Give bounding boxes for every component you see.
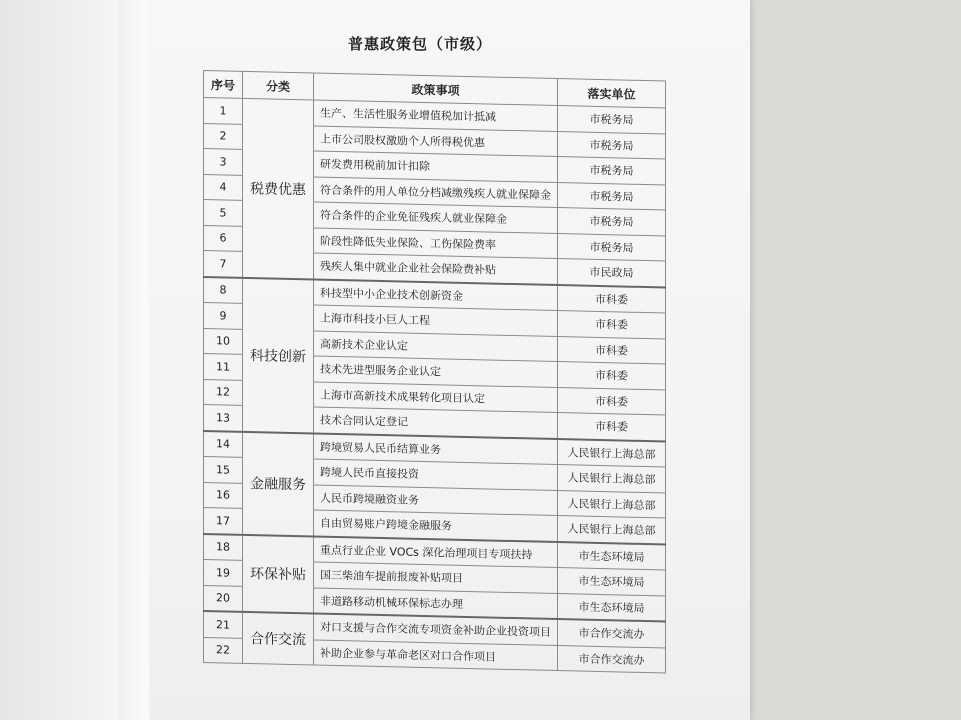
implementing-unit: 市税务局 (558, 157, 666, 185)
header-unit: 落实单位 (558, 79, 666, 108)
policy-item: 跨境贸易人民币结算业务 (314, 433, 558, 465)
policy-item: 非道路移动机械环保标志办理 (314, 588, 558, 620)
row-number: 17 (204, 508, 243, 535)
implementing-unit: 人民银行上海总部 (558, 439, 666, 467)
policy-table-body (204, 98, 666, 673)
row-number: 13 (204, 405, 243, 432)
row-number: 19 (204, 560, 243, 586)
policy-item: 阶段性降低失业保险、工伤保险费率 (314, 228, 558, 259)
row-number: 18 (204, 534, 243, 561)
policy-item: 上海市科技小巨人工程 (314, 305, 558, 336)
row-number: 2 (204, 123, 243, 149)
implementing-unit: 市科委 (558, 362, 666, 390)
policy-item: 符合条件的用人单位分档减缴残疾人就业保障金 (314, 177, 558, 208)
row-number: 15 (204, 457, 243, 483)
row-number: 22 (204, 637, 243, 663)
policy-item: 科技型中小企业技术创新资金 (314, 279, 558, 311)
implementing-unit: 人民银行上海总部 (558, 516, 666, 544)
policy-item: 研发费用税前加计扣除 (314, 151, 558, 182)
implementing-unit: 市科委 (558, 311, 666, 339)
row-number: 5 (204, 200, 243, 226)
category-cell: 合作交流 (243, 612, 314, 665)
category-cell: 金融服务 (243, 431, 314, 536)
row-number: 9 (204, 303, 243, 329)
implementing-unit: 市税务局 (558, 182, 666, 210)
policy-item: 跨境人民币直接投资 (314, 459, 558, 490)
row-number: 10 (204, 328, 243, 354)
policy-table (203, 70, 666, 674)
row-number: 1 (204, 98, 243, 124)
header-item: 政策事项 (314, 73, 558, 106)
implementing-unit: 人民银行上海总部 (558, 465, 666, 493)
row-number: 21 (204, 611, 243, 638)
policy-item: 符合条件的企业免征残疾人就业保障金 (314, 202, 558, 233)
row-number: 14 (204, 431, 243, 458)
policy-item: 技术先进型服务企业认定 (314, 356, 558, 387)
policy-item: 人民币跨境融资业务 (314, 485, 558, 516)
implementing-unit: 市合作交流办 (558, 645, 666, 673)
row-number: 12 (204, 379, 243, 405)
implementing-unit: 市科委 (558, 285, 666, 313)
policy-item: 对口支援与合作交流专项资金补助企业投资项目 (314, 614, 558, 646)
category-cell: 税费优惠 (243, 98, 314, 279)
policy-item: 高新技术企业认定 (314, 331, 558, 362)
row-number: 20 (204, 585, 243, 612)
implementing-unit: 市科委 (558, 387, 666, 415)
row-number: 8 (204, 277, 243, 304)
page-title: 普惠政策包（市级） (347, 35, 492, 53)
header-category: 分类 (243, 71, 314, 100)
policy-item: 国三柴油车提前报废补贴项目 (314, 562, 558, 593)
implementing-unit: 市生态环境局 (558, 593, 666, 621)
implementing-unit: 市税务局 (558, 208, 666, 236)
row-number: 4 (204, 174, 243, 200)
policy-item: 上市公司股权激励个人所得税优惠 (314, 126, 558, 157)
implementing-unit: 人民银行上海总部 (558, 490, 666, 518)
category-cell: 科技创新 (243, 277, 314, 433)
policy-item: 上海市高新技术成果转化项目认定 (314, 382, 558, 413)
row-number: 16 (204, 482, 243, 508)
implementing-unit: 市科委 (558, 336, 666, 364)
row-number: 7 (204, 251, 243, 278)
row-number: 3 (204, 149, 243, 175)
policy-item: 生产、生活性服务业增值税加计抵减 (314, 100, 558, 131)
implementing-unit: 市生态环境局 (558, 542, 666, 570)
policy-item: 重点行业企业 VOCs 深化治理项目专项扶持 (314, 536, 558, 568)
row-number: 11 (204, 354, 243, 380)
policy-item: 自由贸易账户跨境金融服务 (314, 510, 558, 542)
policy-item: 技术合同认定登记 (314, 407, 558, 439)
category-cell: 环保补贴 (243, 534, 314, 613)
row-number: 6 (204, 225, 243, 251)
policy-item: 残疾人集中就业企业社会保险费补贴 (314, 253, 558, 285)
implementing-unit: 市合作交流办 (558, 619, 666, 647)
implementing-unit: 市科委 (558, 413, 666, 441)
policy-item: 补助企业参与革命老区对口合作项目 (314, 640, 558, 671)
implementing-unit: 市民政局 (558, 259, 666, 287)
implementing-unit: 市税务局 (558, 233, 666, 261)
implementing-unit: 市税务局 (558, 131, 666, 159)
implementing-unit: 市税务局 (558, 106, 666, 134)
implementing-unit: 市生态环境局 (558, 568, 666, 596)
header-no: 序号 (204, 71, 243, 99)
